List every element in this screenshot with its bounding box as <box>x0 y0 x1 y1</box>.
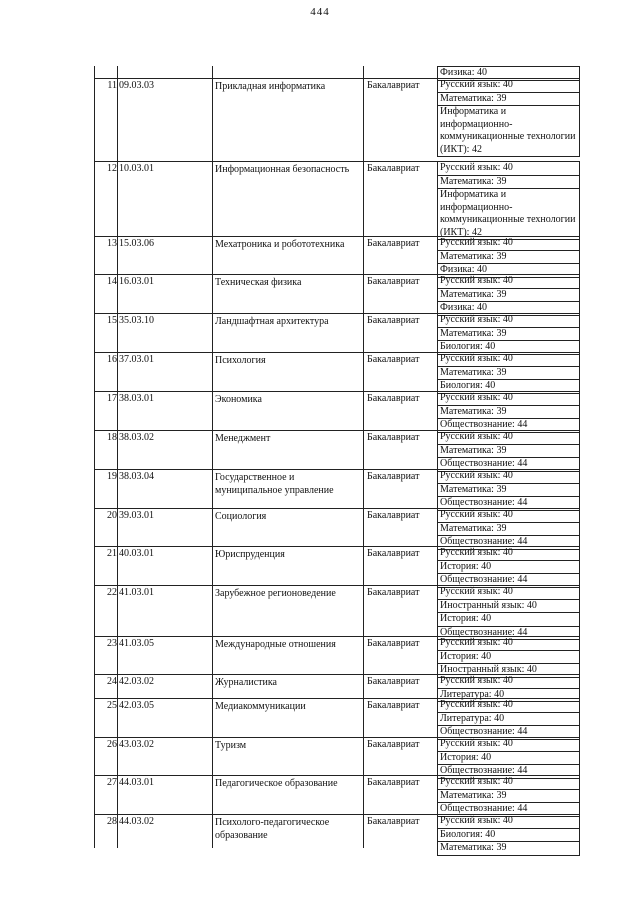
exam-requirement: Русский язык: 40 <box>437 236 580 250</box>
exam-requirement: Биология: 40 <box>437 379 580 394</box>
exam-list <box>437 391 580 433</box>
page-number: 444 <box>310 6 330 18</box>
exam-list <box>437 236 580 278</box>
exam-requirement: Математика: 39 <box>437 327 580 341</box>
row-divider <box>94 698 437 699</box>
exam-list <box>437 78 580 157</box>
row-divider <box>94 546 437 547</box>
exam-requirement: Информатика и информационно-коммуникационные технологии (ИКТ): 42 <box>437 188 580 240</box>
exam-requirement: Иностранный язык: 40 <box>437 599 580 613</box>
cell-level: Бакалавриат <box>367 700 420 711</box>
exam-list <box>437 508 580 550</box>
cell-code: 42.03.02 <box>119 676 154 687</box>
cell-name: Экономика <box>215 394 262 405</box>
cell-level: Бакалавриат <box>367 315 420 326</box>
exam-list <box>437 313 580 355</box>
exam-requirement: История: 40 <box>437 612 580 626</box>
exam-list <box>437 636 580 678</box>
exam-requirement: Русский язык: 40 <box>437 775 580 789</box>
cell-code: 38.03.04 <box>119 471 154 482</box>
cell-level: Бакалавриат <box>367 80 420 91</box>
cell-num: 14 <box>107 276 117 287</box>
exam-requirement: Биология: 40 <box>437 340 580 355</box>
exam-requirement: Математика: 39 <box>437 250 580 264</box>
exam-requirement: Русский язык: 40 <box>437 814 580 828</box>
row-divider <box>94 585 437 586</box>
cell-name: Медиакоммуникации <box>215 701 306 712</box>
cell-name: Журналистика <box>215 677 277 688</box>
cell-code: 38.03.01 <box>119 393 154 404</box>
cell-name: Мехатроника и робототехника <box>215 239 345 250</box>
exam-requirement: Математика: 39 <box>437 366 580 380</box>
exam-requirement: Информатика и информационно-коммуникационные технологии (ИКТ): 42 <box>437 105 580 157</box>
admission-table <box>94 66 579 853</box>
cell-level: Бакалавриат <box>367 638 420 649</box>
cell-name: Информационная безопасность <box>215 164 350 175</box>
exam-requirement: Математика: 39 <box>437 841 580 856</box>
exam-list <box>437 585 580 640</box>
exam-requirement: Литература: 40 <box>437 688 580 703</box>
cell-name: Техническая физика <box>215 277 302 288</box>
cell-name: Туризм <box>215 740 247 751</box>
cell-name: Социология <box>215 511 267 522</box>
exam-requirement: Русский язык: 40 <box>437 78 580 92</box>
column-border <box>212 66 213 848</box>
exam-requirement: Математика: 39 <box>437 405 580 419</box>
cell-code: 39.03.01 <box>119 510 154 521</box>
cell-name: Менеджмент <box>215 433 271 444</box>
exam-list <box>437 161 580 240</box>
cell-name: Психолого-педагогическое образование <box>215 817 330 841</box>
exam-requirement: Обществознание: 44 <box>437 535 580 550</box>
exam-requirement: Русский язык: 40 <box>437 313 580 327</box>
exam-requirement: Физика: 40 <box>437 263 580 278</box>
exam-requirement: Обществознание: 44 <box>437 573 580 588</box>
exam-requirement: Русский язык: 40 <box>437 391 580 405</box>
cell-level: Бакалавриат <box>367 238 420 249</box>
cell-level: Бакалавриат <box>367 471 420 482</box>
cell-num: 11 <box>107 80 117 91</box>
cell-num: 26 <box>107 739 117 750</box>
cell-num: 15 <box>107 315 117 326</box>
cell-name: Международные отношения <box>215 639 336 650</box>
exam-requirement: Русский язык: 40 <box>437 274 580 288</box>
exam-requirement: Русский язык: 40 <box>437 585 580 599</box>
cell-code: 44.03.02 <box>119 816 154 827</box>
cell-level: Бакалавриат <box>367 816 420 827</box>
exam-requirement: Обществознание: 44 <box>437 418 580 433</box>
cell-num: 25 <box>107 700 117 711</box>
exam-requirement: Обществознание: 44 <box>437 802 580 817</box>
cell-level: Бакалавриат <box>367 163 420 174</box>
exam-requirement: Математика: 39 <box>437 92 580 106</box>
cell-level: Бакалавриат <box>367 587 420 598</box>
exam-requirement: Обществознание: 44 <box>437 626 580 641</box>
cell-num: 23 <box>107 638 117 649</box>
cell-num: 19 <box>107 471 117 482</box>
row-divider <box>94 391 437 392</box>
cell-level: Бакалавриат <box>367 739 420 750</box>
row-divider <box>94 274 437 275</box>
cell-code: 43.03.02 <box>119 739 154 750</box>
cell-code: 42.03.05 <box>119 700 154 711</box>
exam-requirement: Русский язык: 40 <box>437 674 580 688</box>
cell-level: Бакалавриат <box>367 393 420 404</box>
cell-num: 24 <box>107 676 117 687</box>
exam-requirement: Русский язык: 40 <box>437 161 580 175</box>
exam-requirement: Физика: 40 <box>437 66 580 81</box>
exam-requirement: Физика: 40 <box>437 301 580 316</box>
cell-name: Зарубежное регионоведение <box>215 588 336 599</box>
exam-requirement: Русский язык: 40 <box>437 546 580 560</box>
exam-requirement: Обществознание: 44 <box>437 764 580 779</box>
exam-requirement: Математика: 39 <box>437 288 580 302</box>
exam-list <box>437 352 580 394</box>
exam-requirement: Математика: 39 <box>437 175 580 189</box>
exam-list <box>437 546 580 588</box>
cell-level: Бакалавриат <box>367 676 420 687</box>
row-divider <box>94 775 437 776</box>
row-divider <box>94 469 437 470</box>
exam-list <box>437 775 580 817</box>
cell-num: 20 <box>107 510 117 521</box>
cell-num: 28 <box>107 816 117 827</box>
exam-requirement: Русский язык: 40 <box>437 430 580 444</box>
column-border <box>363 66 364 848</box>
cell-name: Педагогическое образование <box>215 778 338 789</box>
exam-requirement: Математика: 39 <box>437 444 580 458</box>
cell-num: 21 <box>107 548 117 559</box>
exam-requirement: Обществознание: 44 <box>437 496 580 511</box>
exam-requirement: Математика: 39 <box>437 522 580 536</box>
cell-level: Бакалавриат <box>367 432 420 443</box>
cell-num: 13 <box>107 238 117 249</box>
exam-list <box>437 469 580 511</box>
exam-list <box>437 814 580 856</box>
row-divider <box>94 430 437 431</box>
cell-num: 17 <box>107 393 117 404</box>
exam-requirement: История: 40 <box>437 751 580 765</box>
exam-requirement: Биология: 40 <box>437 828 580 842</box>
cell-code: 38.03.02 <box>119 432 154 443</box>
cell-code: 10.03.01 <box>119 163 154 174</box>
row-divider <box>94 814 437 815</box>
cell-level: Бакалавриат <box>367 548 420 559</box>
column-border <box>117 66 118 848</box>
exam-requirement: История: 40 <box>437 650 580 664</box>
cell-name: Психология <box>215 355 266 366</box>
cell-code: 40.03.01 <box>119 548 154 559</box>
row-divider <box>94 313 437 314</box>
row-divider <box>94 737 437 738</box>
cell-num: 27 <box>107 777 117 788</box>
exam-requirement: Русский язык: 40 <box>437 352 580 366</box>
cell-code: 09.03.03 <box>119 80 154 91</box>
exam-requirement: Русский язык: 40 <box>437 698 580 712</box>
cell-num: 18 <box>107 432 117 443</box>
row-divider <box>94 236 437 237</box>
cell-num: 16 <box>107 354 117 365</box>
cell-name: Юриспруденция <box>215 549 285 560</box>
exam-requirement: Обществознание: 44 <box>437 457 580 472</box>
exam-list <box>437 737 580 779</box>
row-divider <box>94 161 437 162</box>
cell-num: 12 <box>107 163 117 174</box>
cell-code: 35.03.10 <box>119 315 154 326</box>
cell-code: 15.03.06 <box>119 238 154 249</box>
exam-requirement: Русский язык: 40 <box>437 737 580 751</box>
exam-requirement: История: 40 <box>437 560 580 574</box>
cell-level: Бакалавриат <box>367 276 420 287</box>
cell-level: Бакалавриат <box>367 777 420 788</box>
cell-code: 37.03.01 <box>119 354 154 365</box>
exam-requirement: Литература: 40 <box>437 712 580 726</box>
cell-level: Бакалавриат <box>367 354 420 365</box>
exam-requirement: Обществознание: 44 <box>437 725 580 740</box>
row-divider <box>94 78 437 79</box>
column-border <box>94 66 95 848</box>
exam-requirement: Иностранный язык: 40 <box>437 663 580 678</box>
exam-list <box>437 430 580 472</box>
row-divider <box>94 352 437 353</box>
row-divider <box>94 508 437 509</box>
cell-code: 16.03.01 <box>119 276 154 287</box>
cell-code: 41.03.05 <box>119 638 154 649</box>
exam-requirement: Математика: 39 <box>437 789 580 803</box>
exam-requirement: Русский язык: 40 <box>437 636 580 650</box>
cell-code: 41.03.01 <box>119 587 154 598</box>
row-divider <box>94 674 437 675</box>
cell-name: Прикладная информатика <box>215 81 326 92</box>
exam-requirement: Математика: 39 <box>437 483 580 497</box>
exam-requirement: Русский язык: 40 <box>437 469 580 483</box>
row-divider <box>94 636 437 637</box>
cell-level: Бакалавриат <box>367 510 420 521</box>
cell-name: Ландшафтная архитектура <box>215 316 329 327</box>
exam-list <box>437 274 580 316</box>
cell-num: 22 <box>107 587 117 598</box>
cell-name: Государственное и муниципальное управление <box>215 472 334 496</box>
exam-list <box>437 698 580 740</box>
cell-code: 44.03.01 <box>119 777 154 788</box>
exam-requirement: Русский язык: 40 <box>437 508 580 522</box>
